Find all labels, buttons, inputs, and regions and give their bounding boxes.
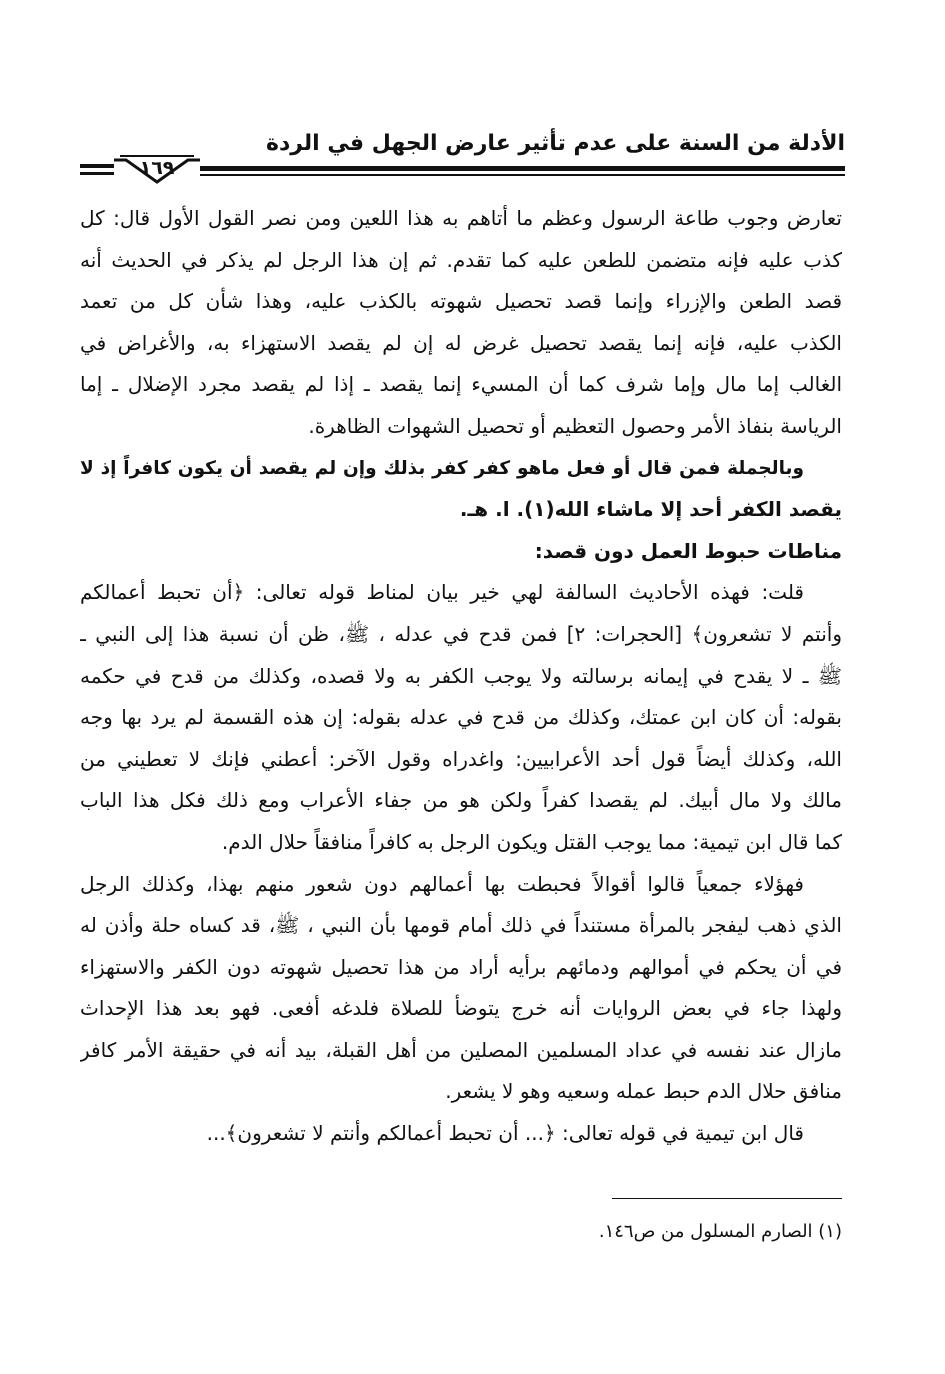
text-line: الله، وكذلك أيضاً قول أحد الأعرابيين: واغدراه وقول الآخر: أعطني فإنك لا تعطيني من [80, 746, 842, 771]
text-line: وبالجملة فمن قال أو فعل ماهو كفر كفر بذلك وإن لم يقصد أن يكون كافراً إذ لا [80, 457, 804, 479]
main-text [80, 198, 842, 1155]
section-heading: مناطات حبوط العمل دون قصد: [534, 538, 842, 563]
page-number-badge [112, 152, 202, 188]
text-line: وأنتم لا تشعرون﴾ [الحجرات: ٢] فمن قدح في عدله ، ﷺ، ظن أن نسبة هذا إلى النبي ـ [80, 621, 842, 646]
page-number: ١٦٩ [139, 157, 175, 179]
text-line: قصد الطعن والإزراء وإنما قصد تحصيل شهوته بالكذب عليه، وهذا شأن كل من تعمد [80, 289, 842, 314]
text-line: ﷺ ـ لا يقدح في إيمانه برسالته ولا يوجب الكفر به ولا قصده، وكذلك من قدح في حكمه [80, 663, 842, 688]
text-line: قال ابن تيمية في قوله تعالى: ﴿... أن تحبط أعمالكم وأنتم لا تشعرون﴾... [206, 1121, 804, 1146]
text-line: قلت: فهذه الأحاديث السالفة لهي خير بيان لمناط قوله تعالى: ﴿أن تحبط أعمالكم [80, 580, 804, 605]
text-line: الذي ذهب ليفجر بالمرأة مستنداً في ذلك أمام قومها بأن النبي ، ﷺ، قد كساه حلة وأذن له [80, 913, 842, 938]
header-rule-thin [200, 174, 845, 176]
text-line: تعارض وجوب طاعة الرسول وعظم ما أتاهم به هذا اللعين ومن نصر القول الأول قال: كل [80, 206, 842, 230]
header-rule-left-top [80, 164, 114, 168]
text-line: في أن يحكم في أموالهم ودمائهم برأيه أراد من هذا تحصيل شهوته دون الكفر والاستهزاء [80, 954, 842, 979]
text-line: مازال عند نفسه في عداد المسلمين المصلين من أهل القبلة، بيد أنه في حقيقة الأمر كافر [80, 1037, 842, 1062]
header-rule-left-bottom [80, 172, 114, 175]
text-line: مالك ولا مال أبيك. لم يقصدا كفراً ولكن هو من جفاء الأعراب ومع ذلك فكل هذا الباب [80, 788, 842, 813]
header-rule-thick [200, 166, 845, 171]
running-title: الأدلة من السنة على عدم تأثير عارض الجهل في الردة [265, 131, 845, 156]
text-line: الكذب عليه، فإنه إنما يقصد تحصيل غرض له إن لم يقصد الاستهزاء به، والأغراض في [80, 330, 842, 355]
text-line: منافق حلال الدم حبط عمله وسعيه وهو لا يشعر. [445, 1079, 842, 1104]
footnote: (١) الصارم المسلول من ص١٤٦. [598, 1221, 842, 1242]
text-line: كذب عليه فإنه متضمن للطعن عليه كما تقدم. ثم إن هذا الرجل لم يذكر في الحديث أنه [80, 247, 842, 272]
text-line: يقصد الكفر أحد إلا ماشاء الله(١). ا. هـ. [459, 497, 842, 522]
text-line: الغالب إما مال وإما شرف كما أن المسيء إنما يقصد ـ إذا لم يقصد مجرد الإضلال ـ إما [80, 372, 842, 397]
text-line: فهؤلاء جمعياً قالوا أقوالاً فحبطت بها أعمالهم دون شعور منهم بهذا، وكذلك الرجل [80, 871, 804, 896]
text-line: كما قال ابن تيمية: مما يوجب القتل ويكون الرجل به كافراً منافقاً حلال الدم. [221, 829, 842, 854]
footnote-separator [612, 1198, 842, 1199]
text-line: ولهذا جاء في بعض الروايات أنه خرج يتوضأ للصلاة فلدغه أفعى. فهو بعد هذا الإحداث [80, 996, 842, 1021]
text-line: الرياسة بنفاذ الأمر وحصول التعظيم أو تحصيل الشهوات الظاهرة. [308, 413, 842, 438]
text-line: بقوله: أن كان ابن عمتك، وكذلك من قدح في عدله بقوله: إن هذه القسمة لم يرد بها وجه [80, 705, 842, 730]
